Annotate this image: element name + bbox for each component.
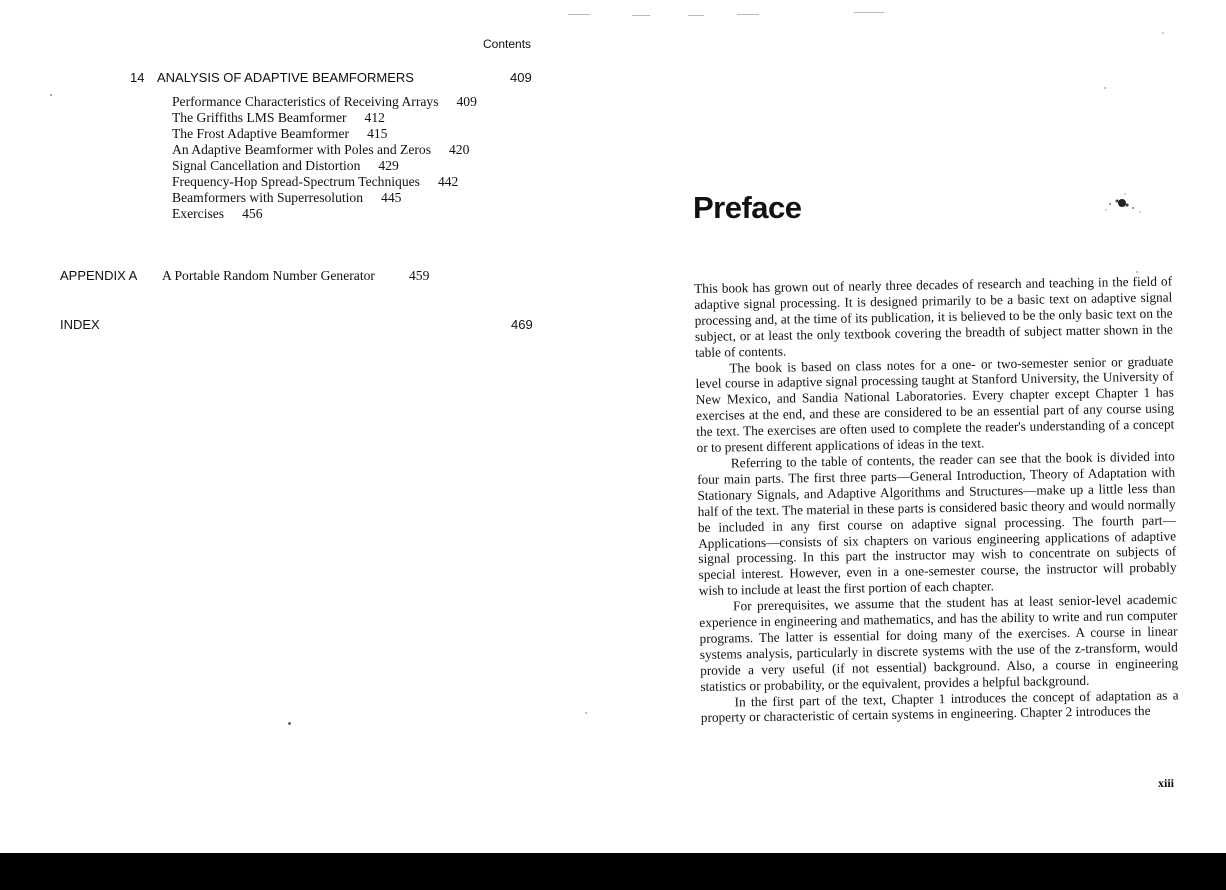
toc-entry-title: Signal Cancellation and Distortion xyxy=(172,158,361,173)
toc-entry-page: 409 xyxy=(456,94,477,109)
preface-body xyxy=(694,273,1179,726)
toc-entry-page: 412 xyxy=(364,110,385,125)
toc-entry xyxy=(172,126,387,142)
toc-entry-title: The Frost Adaptive Beamformer xyxy=(172,126,350,141)
toc-entry xyxy=(172,110,385,126)
scan-speck xyxy=(288,722,291,725)
toc-entry-title: Exercises xyxy=(172,206,225,221)
scan-speck xyxy=(50,94,52,96)
toc-entry-page: 445 xyxy=(381,190,402,205)
scan-speck xyxy=(1104,87,1106,89)
toc-entry-title: The Griffiths LMS Beamformer xyxy=(172,110,347,125)
chapter-page-number: 409 xyxy=(510,70,532,85)
scan-speck xyxy=(585,712,587,714)
index-page-number: 469 xyxy=(511,317,533,332)
preface-paragraph: For prerequisites, we assume that the student has at least senior-level academic experience in engineering and mathematics, and has the ability to write and run computer programs. The latter is essential for doing many of the exercises. A course in linear systems analysis, particularly in discrete systems with the use of the z-transform, would provide a very useful (if not essential) background. Also, a course in engineering statistics or probability, or the equivalent, provides a helpful background. xyxy=(699,591,1179,694)
preface-paragraph: The book is based on class notes for a one- or two-semester senior or graduate level course in adaptive signal processing taught at Stanford University, the University of New Mexico, and Sandia National Laboratories. Every chapter except Chapter 1 has exercises at the end, and these are considered to be an essential part of any course using the text. The exercises are often used to complete the reader's understanding of a concept or to present different applications of ideas in the text. xyxy=(695,353,1175,456)
toc-entry xyxy=(172,94,477,110)
appendix-page-number: 459 xyxy=(409,268,430,283)
ink-blot-smudge xyxy=(1098,190,1146,220)
scan-mark xyxy=(688,15,704,16)
scan-speck xyxy=(1162,32,1164,34)
preface-paragraph: Referring to the table of contents, the reader can see that the book is divided into four main parts. The first three parts—General Introduction, Theory of Adaptation with Stationary Signals, and Adaptive Algorithms and Structures—make up a little less than half of the text. The material in these parts is considered basic theory and would normally be included in any first course on adaptive signal processing. The fourth part—Applications—consists of six chapters on various engineering applications of adaptive signal processing. In this part the instructor may wish to concentrate on subjects of special interest. However, even in a one-semester course, the instructor will probably wish to include at least the first portion of each chapter. xyxy=(696,448,1177,599)
scan-speck xyxy=(1136,271,1138,273)
toc-entry xyxy=(172,158,399,174)
scan-mark xyxy=(632,15,650,16)
scan-mark xyxy=(854,12,884,13)
running-head: Contents xyxy=(483,37,532,51)
toc-entry xyxy=(172,190,401,206)
toc-entry-title: Performance Characteristics of Receiving Arrays xyxy=(172,94,439,109)
scan-mark xyxy=(568,14,590,15)
toc-entry-page: 442 xyxy=(437,174,459,189)
scanner-border xyxy=(0,853,1226,890)
toc-entry-page: 415 xyxy=(367,126,388,141)
toc-entry-title: Frequency-Hop Spread-Spectrum Techniques xyxy=(172,174,420,189)
page-folio: xiii xyxy=(1158,776,1175,790)
scan-mark xyxy=(737,14,759,15)
preface-paragraph: This book has grown out of nearly three decades of research and teaching in the field of adaptive signal processing. It is designed primarily to be a basic text on adaptive signal processing and, at the time of its publication, it is believed to be the only basic text on the subject, or at least the only textbook covering the breadth of subject matter shown in the table of contents. xyxy=(694,273,1173,360)
preface-paragraph: In the first part of the text, Chapter 1 introduces the concept of adaptation as a property or characteristic of certain systems in engineering. Chapter 2 introduces the xyxy=(700,687,1179,726)
toc-entry-page: 429 xyxy=(378,158,399,173)
toc-entry-page: 420 xyxy=(448,142,470,157)
appendix-title: A Portable Random Number Generator xyxy=(162,268,375,283)
toc-entry-title: Beamformers with Superresolution xyxy=(172,190,364,205)
index-label: INDEX xyxy=(60,317,100,332)
preface-heading: Preface xyxy=(693,190,802,225)
toc-entry xyxy=(172,174,458,190)
toc-entry xyxy=(172,142,469,158)
appendix-label: APPENDIX A xyxy=(60,268,138,283)
toc-entry xyxy=(172,206,262,222)
toc-entry-title: An Adaptive Beamformer with Poles and Zeros xyxy=(172,142,431,157)
chapter-number: 14 xyxy=(130,70,145,85)
chapter-title: ANALYSIS OF ADAPTIVE BEAMFORMERS xyxy=(157,70,414,85)
toc-entry-page: 456 xyxy=(242,206,263,221)
